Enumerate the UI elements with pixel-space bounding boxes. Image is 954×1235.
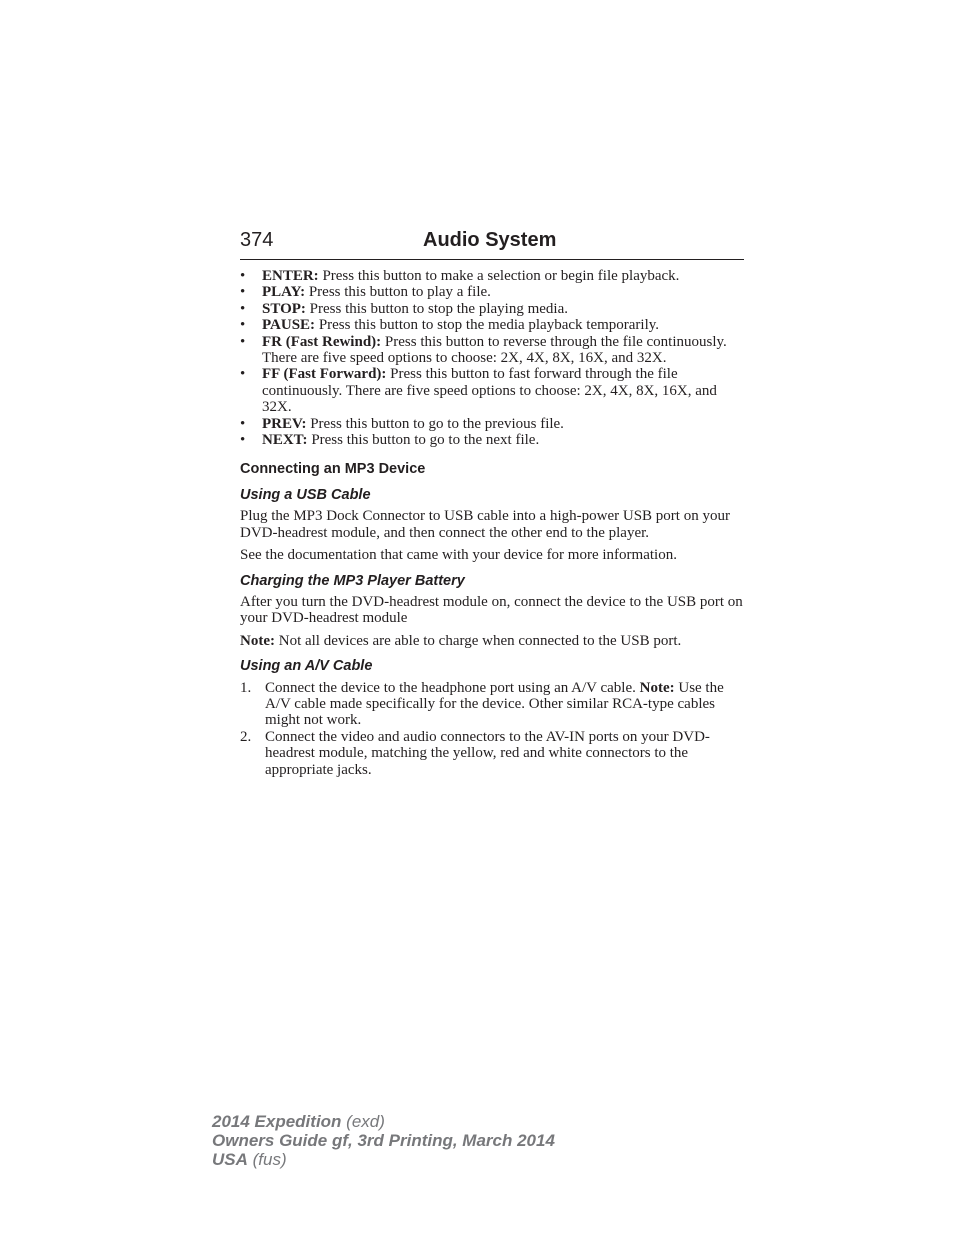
bullet-icon: • (240, 333, 246, 350)
charging-note (240, 633, 746, 649)
list-item (240, 284, 746, 300)
list-item-term: STOP: (262, 300, 306, 317)
step-number: 1. (240, 679, 252, 696)
step-number: 2. (240, 728, 252, 745)
page-header (240, 227, 744, 260)
usb-more-info-paragraph: See the documentation that came with your device for more information. (240, 547, 677, 564)
note-label: Note: (639, 679, 675, 696)
list-item-text: Press this button to fast forward through the file continuously. There are five speed options to choose: 2X, 4X, 8X, 16X, and 32X. (262, 366, 717, 416)
page-footer (212, 1112, 555, 1169)
bullet-icon: • (240, 366, 246, 383)
list-item-text: Press this button to stop the playing media. (305, 300, 568, 317)
bullet-icon: • (240, 415, 246, 432)
footer-line-model (212, 1112, 555, 1131)
list-item (240, 334, 746, 367)
subsection-heading-av: Using an A/V Cable (240, 658, 373, 675)
list-item-text: Press this button to make a selection or begin file playback. (318, 268, 680, 284)
step-text: Connect the device to the headphone port using an A/V cable. (265, 679, 640, 696)
list-item-term: FR (Fast Rewind): (262, 333, 382, 350)
list-item-text: Press this button to go to the previous file. (306, 415, 564, 432)
bullet-icon: • (240, 284, 246, 301)
footer-market: USA (212, 1150, 248, 1169)
charging-paragraph: After you turn the DVD-headrest module on, connect the device to the USB port on your DVD-headrest module (240, 593, 743, 627)
list-item (240, 366, 746, 415)
list-item-text: Press this button to go to the next file. (307, 432, 540, 449)
section-heading: Connecting an MP3 Device (240, 461, 426, 478)
bullet-icon: • (240, 432, 246, 449)
av-steps-list (240, 680, 746, 778)
list-item (240, 301, 746, 317)
bullet-icon: • (240, 268, 246, 284)
page-number: 374 (240, 229, 274, 251)
footer-printing: Owners Guide gf, 3rd Printing, March 2014 (212, 1131, 555, 1150)
list-item (240, 317, 746, 333)
list-item-term: PLAY: (262, 284, 306, 301)
list-item (240, 680, 746, 729)
footer-line-market (212, 1150, 555, 1169)
list-item (240, 432, 746, 448)
list-item (240, 729, 746, 778)
bullet-icon: • (240, 300, 246, 317)
usb-paragraph: Plug the MP3 Dock Connector to USB cable into a high-power USB port on your DVD-headrest module, and then connect the other end to the player. (240, 508, 730, 541)
list-item-term: FF (Fast Forward): (262, 366, 387, 383)
list-item (240, 416, 746, 432)
list-item-term: NEXT: (262, 432, 308, 449)
note-text: Use the A/V cable made specifically for the device. Other similar RCA-type cables might not work. (265, 679, 724, 729)
button-list (240, 268, 746, 448)
bullet-icon: • (240, 317, 246, 334)
page-content (240, 268, 746, 778)
subsection-heading-usb: Using a USB Cable (240, 486, 371, 503)
subsection-heading-charging: Charging the MP3 Player Battery (240, 572, 465, 589)
footer-model-code: (exd) (341, 1112, 385, 1131)
list-item-text: Press this button to play a file. (305, 284, 491, 301)
footer-market-code: (fus) (247, 1150, 287, 1169)
list-item-term: PAUSE: (262, 317, 316, 334)
footer-line-printing (212, 1131, 555, 1150)
page-title: Audio System (423, 229, 557, 251)
step-text: Connect the video and audio connectors to the AV-IN ports on your DVD-headrest module, matching the yellow, red and white connectors to the appropriate jacks. (265, 728, 710, 778)
note-text: Not all devices are able to charge when connected to the USB port. (274, 632, 682, 649)
footer-model: 2014 Expedition (212, 1112, 342, 1131)
list-item-text: Press this button to reverse through the file continuously. There are five speed options to choose: 2X, 4X, 8X, 16X, and 32X. (262, 333, 727, 367)
note-label: Note: (240, 632, 275, 649)
list-item-text: Press this button to stop the media playback temporarily. (315, 317, 660, 334)
list-item-term: PREV: (262, 415, 307, 432)
list-item-term: ENTER: (262, 268, 319, 284)
list-item (240, 268, 746, 284)
